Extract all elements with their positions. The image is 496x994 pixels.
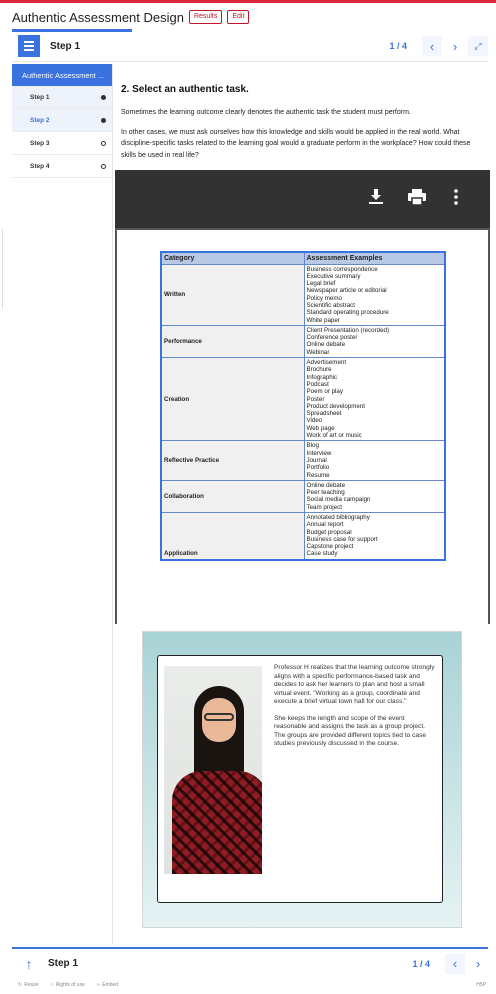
completed-dot-icon: [101, 95, 106, 100]
examples-cell: [304, 480, 445, 512]
category-cell: Reflective Practice: [161, 441, 304, 480]
reuse-link[interactable]: [18, 982, 39, 988]
category-cell: Performance: [161, 325, 304, 357]
examples-cell: [304, 325, 445, 357]
bottom-navigation: [12, 947, 488, 978]
table-row: [161, 513, 445, 560]
example-item: Newspaper article or editorial: [306, 287, 387, 295]
sidebar-item-label: Step 3: [30, 139, 50, 147]
question-paragraph: In other cases, we must ask ourselves how this knowledge and skills would be applied in the real world. What discipline-specific tasks related to the learning goal would a graduate perform in the workplace? How could these skills be used in real life?: [121, 128, 471, 159]
sidebar-item-step-1[interactable]: [12, 86, 112, 109]
example-item: Video: [306, 417, 323, 425]
incomplete-dot-icon: [101, 164, 106, 169]
example-item: Standard operating procedure: [306, 309, 389, 317]
embed-link[interactable]: [97, 982, 118, 988]
app-title: Authentic Assessment Design: [12, 9, 184, 25]
pdf-viewer[interactable]: [115, 228, 490, 624]
assessment-table: [160, 251, 446, 561]
example-item: Blog: [306, 442, 319, 450]
rights-label: Rights of use: [55, 982, 85, 988]
examples-cell: [304, 513, 445, 560]
example-item: White paper: [306, 316, 340, 324]
arrow-up-icon[interactable]: ↑: [25, 955, 33, 972]
current-step-label: Step 1: [50, 40, 81, 52]
examples-cell: [304, 264, 445, 325]
example-item: Online debate: [306, 481, 346, 489]
example-item: Business case for support: [306, 535, 378, 543]
embed-icon: ‹›: [96, 982, 101, 988]
intro-paragraph: Sometimes the learning outcome clearly denotes the authentic task the student must perform.: [121, 109, 411, 116]
table-row: [161, 441, 445, 480]
scenario-paragraph-2: She keeps the length and scope of the event reasonable and assigns the task as a group project. The groups are provided different topics tied to case studies previously discussed in the course.: [274, 714, 426, 747]
scenario-text: [274, 664, 436, 757]
results-button[interactable]: Results: [189, 10, 222, 24]
download-icon[interactable]: [369, 189, 383, 209]
category-cell: Application: [161, 513, 304, 560]
edit-button[interactable]: Edit: [227, 10, 249, 24]
embed-label: Embed: [102, 982, 119, 988]
menu-icon[interactable]: [18, 35, 40, 57]
category-cell: Collaboration: [161, 480, 304, 512]
example-item: Legal brief: [306, 280, 336, 288]
chevron-right-icon[interactable]: ›: [475, 956, 481, 971]
pdf-page: [117, 230, 488, 624]
chevron-left-icon[interactable]: ‹: [445, 954, 465, 974]
example-item: Web page: [306, 424, 335, 432]
reuse-icon: ↻: [18, 982, 23, 988]
reuse-label: Reuse: [24, 982, 39, 988]
h5p-logo[interactable]: H5P: [476, 982, 486, 988]
example-item: Poem or play: [306, 388, 343, 396]
sidebar-item-label: Step 1: [30, 93, 50, 101]
table-row: [161, 325, 445, 357]
examples-cell: [304, 358, 445, 441]
example-item: Team project: [306, 503, 342, 511]
example-item: Scientific abstract: [306, 301, 355, 309]
page-counter: 1 / 4: [389, 41, 407, 51]
example-item: Annual report: [306, 521, 344, 529]
left-edge-handle: [0, 229, 3, 309]
table-row: [161, 264, 445, 325]
rights-icon: ○: [50, 982, 54, 988]
sidebar-title[interactable]: Authentic Assessment ...: [12, 64, 112, 86]
example-item: Resume: [306, 471, 330, 479]
completed-dot-icon: [101, 118, 106, 123]
scenario-paragraph-1: Professor H realizes that the learning outcome strongly aligns with a specific performance-based task and decides to ask her learners to plan and host a small virtual event. "Working as a group, coordinate and execute a brief virtual town hall for our class.": [274, 664, 435, 705]
example-item: Annotated bibliography: [306, 514, 370, 521]
chevron-left-icon[interactable]: ‹: [422, 36, 442, 56]
example-item: Podcast: [306, 380, 329, 388]
example-item: Business correspondence: [306, 265, 378, 273]
main-content: [121, 84, 471, 169]
table-row: [161, 480, 445, 512]
sidebar-item-label: Step 4: [30, 162, 50, 170]
example-item: Peer teaching: [306, 489, 345, 497]
example-item: Product development: [306, 402, 365, 410]
example-item: Capstone project: [306, 543, 354, 551]
example-item: Online debate: [306, 341, 346, 349]
category-cell: Creation: [161, 358, 304, 441]
sidebar-item-step-4[interactable]: [12, 155, 112, 178]
incomplete-dot-icon: [101, 141, 106, 146]
example-item: Poster: [306, 395, 325, 403]
sidebar-item-step-3[interactable]: [12, 132, 112, 155]
example-item: Portfolio: [306, 464, 330, 472]
title-bar: [0, 3, 496, 31]
category-cell: Written: [161, 264, 304, 325]
pdf-toolbar: [115, 170, 490, 228]
example-item: Conference poster: [306, 334, 358, 342]
example-item: Journal: [306, 456, 327, 464]
top-navigation: [12, 31, 488, 62]
example-item: Advertisement: [306, 359, 347, 367]
more-vertical-icon[interactable]: [453, 189, 459, 209]
scenario-card: [142, 631, 462, 928]
example-item: Policy memo: [306, 294, 342, 302]
example-item: Infographic: [306, 373, 338, 381]
column-header-examples: Assessment Examples: [304, 252, 445, 264]
example-item: Interview: [306, 449, 332, 457]
sidebar-item-step-2[interactable]: [12, 109, 112, 132]
current-step-label: Step 1: [48, 958, 79, 969]
example-item: Case study: [306, 550, 338, 558]
scenario-card-inner: [157, 655, 443, 903]
table-row: [161, 358, 445, 441]
examples-cell: [304, 441, 445, 480]
professor-photo: [164, 666, 262, 874]
example-item: Executive summary: [306, 272, 361, 280]
section-heading: 2. Select an authentic task.: [121, 84, 249, 95]
example-item: Brochure: [306, 366, 332, 374]
page-counter: 1 / 4: [412, 958, 430, 969]
example-item: Budget proposal: [306, 528, 352, 536]
sidebar-item-label: Step 2: [30, 116, 50, 124]
rights-link[interactable]: [51, 982, 85, 988]
example-item: Spreadsheet: [306, 410, 342, 418]
sidebar: [12, 64, 113, 944]
chevron-right-icon[interactable]: ›: [452, 38, 458, 54]
example-item: Social media campaign: [306, 496, 371, 504]
footer: [18, 982, 118, 988]
example-item: Client Presentation (recorded): [306, 326, 390, 334]
example-item: Work of art or music: [306, 432, 362, 440]
print-icon[interactable]: [408, 189, 426, 209]
column-header-category: Category: [161, 252, 304, 264]
fullscreen-icon[interactable]: ⤢: [468, 36, 488, 56]
example-item: Webinar: [306, 348, 330, 356]
